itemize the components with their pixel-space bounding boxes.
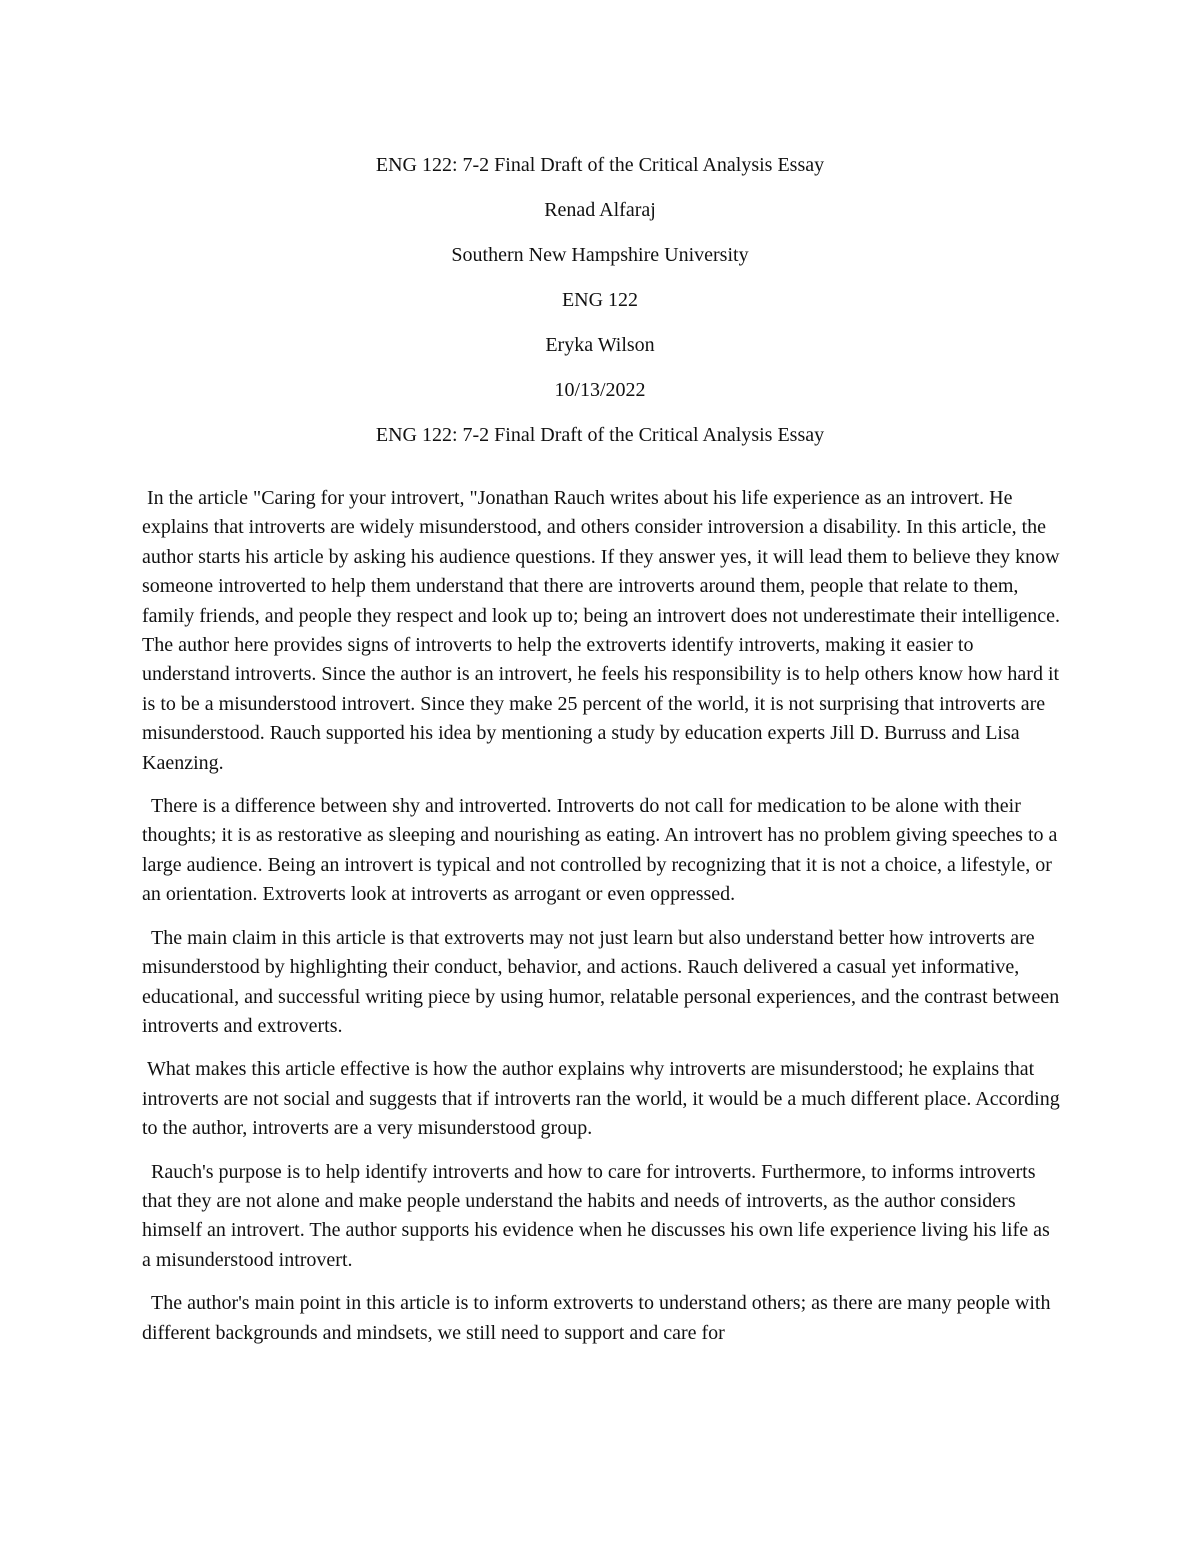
body-paragraph-6: The author's main point in this article is to inform extroverts to understand others; as there are many people with different backgrounds and mindsets, we still need to support and care for [142, 1292, 1051, 1344]
institution-name: Southern New Hampshire University [451, 244, 749, 266]
course-code: ENG 122 [561, 289, 639, 311]
body-paragraph-5: Rauch's purpose is to help identify introverts and how to care for introverts. Furthermore, to informs introverts that they are not alone and make people understand the habits and needs of introverts, as the author considers himself an introvert. The author supports his evidence when he discusses his own life experience living his life as a misunderstood introvert. [142, 1160, 1050, 1271]
essay-title-repeat: ENG 122: 7-2 Final Draft of the Critical Analysis Essay [375, 424, 825, 446]
body-paragraph-1: In the article "Caring for your introvert, "Jonathan Rauch writes about his life experience as an introvert. He explains that introverts are widely misunderstood, and others consider introversion a disability. In this article, the author starts his article by asking his audience questions. If they answer yes, it will lead them to believe they know someone introverted to help them understand that there are introverts around them, people that relate to them, family friends, and people they respect and look up to; being an introvert does not underestimate their intelligence. The author here provides signs of introverts to help the extroverts identify introverts, making it easier to understand introverts. Since the author is an introvert, he feels his responsibility is to help others know how hard it is to be a misunderstood introvert. Since they make 25 percent of the world, it is not surprising that introverts are misunderstood. Rauch supported his idea by mentioning a study by education experts Jill D. Burruss and Lisa Kaenzing. [142, 487, 1061, 774]
essay-title: ENG 122: 7-2 Final Draft of the Critical Analysis Essay [375, 154, 825, 176]
title-page-block [0, 143, 1200, 458]
body-paragraph-2: There is a difference between shy and introverted. Introverts do not call for medication to be alone with their thoughts; it is as restorative as sleeping and nourishing as eating. An introvert has no problem giving speeches to a large audience. Being an introvert is typical and not controlled by recognizing that it is not a choice, a lifestyle, or an orientation. Extroverts look at introverts as arrogant or even oppressed. [142, 795, 1058, 906]
instructor-name: Eryka Wilson [545, 334, 655, 356]
submission-date: 10/13/2022 [554, 379, 646, 401]
body-paragraph-3: The main claim in this article is that extroverts may not just learn but also understand better how introverts are misunderstood by highlighting their conduct, behavior, and actions. Rauch delivered a casual yet informative, educational, and successful writing piece by using humor, relatable personal experiences, and the contrast between introverts and extroverts. [142, 926, 1060, 1037]
essay-body [142, 484, 1062, 1362]
body-paragraph-4: What makes this article effective is how the author explains why introverts are misunderstood; he explains that introverts are not social and suggests that if introverts ran the world, it would be a much different place. According to the author, introverts are a very misunderstood group. [142, 1058, 1060, 1140]
author-name: Renad Alfaraj [544, 199, 656, 221]
